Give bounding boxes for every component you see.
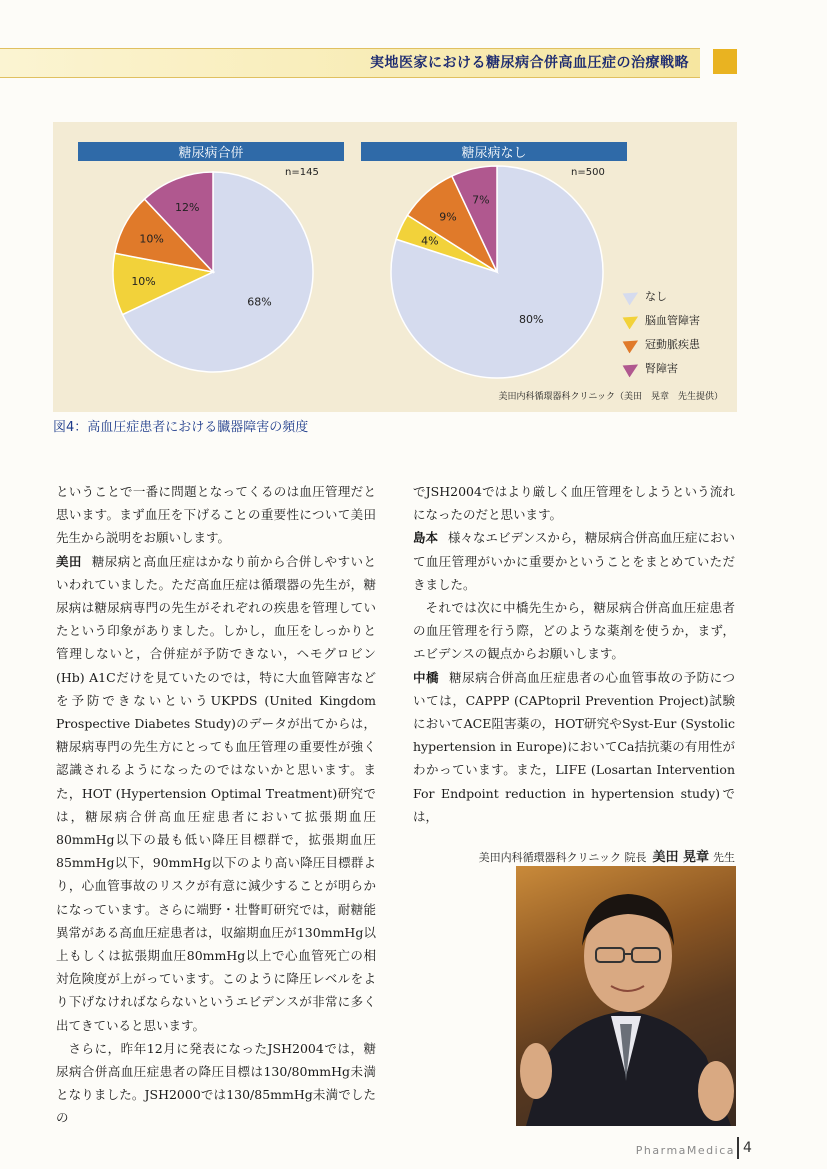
chart1-slice-label-2: 10% bbox=[139, 232, 164, 246]
paragraph bbox=[413, 666, 735, 828]
speaker-name: 島本 bbox=[413, 530, 439, 546]
photo-person-name: 美田 晃章 bbox=[652, 850, 709, 865]
paragraph-text: 糖尿病合併高血圧症患者の心血管事故の予防については，CAPPP (CAPtopril Prevention Project)試験においてACE阻害薬の，HOT研究やSyst-Eur (Systolic hypertension in Europe)においてCa拮抗薬の有用性がわかっています。また，LIFE (Losartan Intervention For Endpoint reduction in hypertension study)では， bbox=[413, 669, 735, 824]
legend-swatch bbox=[622, 286, 641, 305]
chart2-n-label: n=500 bbox=[571, 167, 605, 178]
chart1-slice-label-3: 12% bbox=[175, 200, 200, 214]
legend-swatch bbox=[622, 334, 641, 353]
speaker-name: 中橋 bbox=[413, 669, 440, 685]
legend-label: 腎障害 bbox=[645, 362, 678, 375]
legend-label: 冠動脈疾患 bbox=[645, 338, 700, 351]
portrait-illustration bbox=[516, 866, 736, 1126]
legend-item bbox=[625, 284, 700, 308]
left-column bbox=[56, 480, 376, 1130]
chart-legend bbox=[625, 284, 700, 380]
chart2-slice-label-2: 9% bbox=[439, 210, 457, 224]
paragraph bbox=[413, 526, 735, 596]
chart2-title: 糖尿病なし bbox=[461, 146, 527, 161]
header-accent-square bbox=[713, 49, 737, 74]
photo-caption bbox=[479, 846, 735, 865]
paragraph: さらに，昨年12月に発表になったJSH2004では，糖尿病合併高血圧症患者の降圧目標は130/80mmHg未満となりました。JSH2000では130/85mmHg未満でしたの bbox=[56, 1040, 376, 1126]
legend-swatch bbox=[622, 358, 641, 377]
paragraph: ということで一番に問題となってくるのは血圧管理だと思います。まず血圧を下げることの重要性について美田先生から説明をお願いします。 bbox=[56, 484, 376, 546]
legend-item bbox=[625, 356, 700, 380]
chart1-slice-label-0: 68% bbox=[247, 295, 272, 309]
speaker-name: 美田 bbox=[56, 553, 82, 569]
footer-brand: PharmaMedica bbox=[635, 1144, 735, 1157]
chart1-slice-label-1: 10% bbox=[131, 274, 156, 288]
legend-item bbox=[625, 308, 700, 332]
paragraph: でJSH2004ではより厳しく血圧管理をしようという流れになったのだと思います。 bbox=[413, 484, 735, 523]
legend-label: なし bbox=[645, 290, 667, 303]
photo-honorific: 先生 bbox=[713, 851, 735, 864]
chart2-slice-label-1: 4% bbox=[421, 234, 439, 248]
chart2-slice-label-3: 7% bbox=[472, 193, 490, 207]
figure-credit: 美田内科循環器科クリニック（美田 晃章 先生提供） bbox=[498, 392, 723, 402]
legend-swatch bbox=[622, 310, 641, 329]
paragraph-text: 糖尿病と高血圧症はかなり前から合併しやすいといわれていました。ただ高血圧症は循環器の先生が，糖尿病は糖尿病専門の先生がそれぞれの疾患を管理していたという印象がありました。しかし，血圧をしっかりと管理しないと，合併症が予防できない，ヘモグロビン(Hb) A1Cだけを見ていたのでは，特に大血管障害などを予防できないというUKPDS (United Kingdom Prospective Diabetes Study)のデータが出てからは，糖尿病専門の先生方にとっても血圧管理の重要性が強く認識されるようになったのではないかと思います。また，HOT (Hypertension Optimal Treatment)研究では，糖尿病合併高血圧症患者において拡張期血圧80mmHg以下の最も低い降圧目標群で，拡張期血圧85mmHg以下，90mmHg以下のより高い降圧目標群より，心血管事故のリスクが有意に減少することが明らかになっています。さらに端野・壮瞥町研究では，耐糖能異常がある高血圧症患者は，収縮期血圧が130mmHg以上もしくは拡張期血圧80mmHg以上で心血管死亡の相対危険度が上がっています。このように降圧レベルをより下げなければならないというエビデンスが非常に多く出てきていると思います。 bbox=[56, 553, 376, 1033]
paragraph-text: 様々なエビデンスから，糖尿病合併高血圧症において血圧管理がいかに重要かということをまとめていただきました。 bbox=[413, 530, 735, 592]
legend-item bbox=[625, 332, 700, 356]
page-number: 4 bbox=[743, 1140, 752, 1156]
right-column bbox=[413, 480, 735, 828]
chart2-slice-label-0: 80% bbox=[519, 313, 544, 327]
paragraph: それでは次に中橋先生から，糖尿病合併高血圧症患者の血圧管理を行う際，どのような薬剤を使うか，まず，エビデンスの観点からお願いします。 bbox=[413, 600, 735, 662]
chart1-title: 糖尿病合併 bbox=[178, 146, 244, 161]
chart1-n-label: n=145 bbox=[285, 167, 319, 178]
chart2-pie bbox=[391, 166, 603, 378]
page-section-title: 実地医家における糖尿病合併高血圧症の治療戦略 bbox=[370, 55, 689, 71]
legend-label: 脳血管障害 bbox=[645, 314, 700, 327]
portrait-photo bbox=[516, 866, 736, 1126]
footer-rule bbox=[737, 1137, 739, 1159]
photo-affiliation: 美田内科循環器科クリニック 院長 bbox=[478, 851, 647, 864]
figure-caption: 図4：高血圧症患者における臓器障害の頻度 bbox=[53, 420, 309, 435]
paragraph bbox=[56, 550, 376, 1037]
figure-pie-charts bbox=[53, 122, 737, 412]
chart1-pie bbox=[113, 172, 313, 372]
